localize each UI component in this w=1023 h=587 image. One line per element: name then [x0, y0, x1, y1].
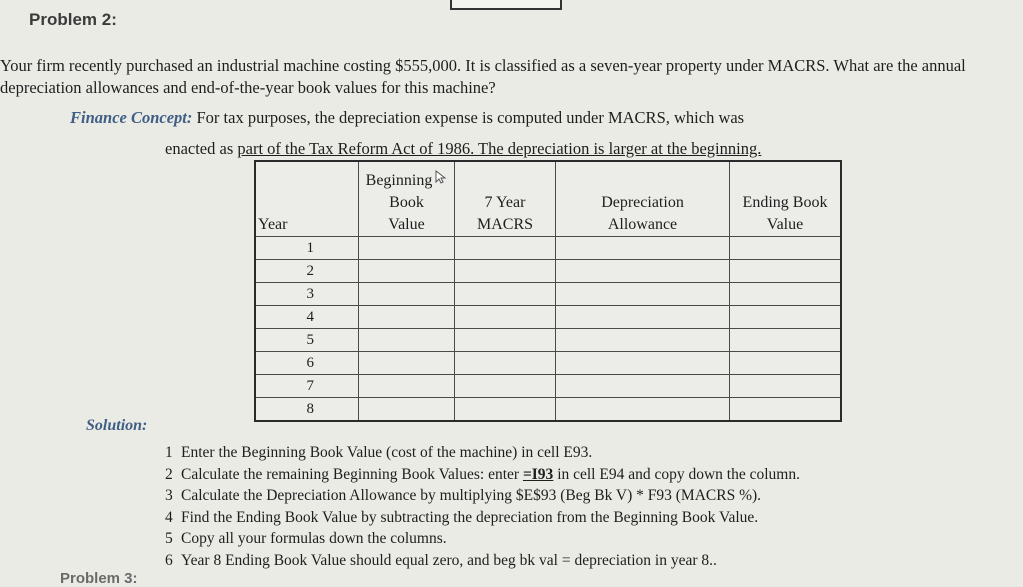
solution-label: Solution:: [86, 417, 148, 434]
year-cell[interactable]: 3: [255, 283, 359, 306]
table-row: [255, 375, 841, 398]
ending-value-cell[interactable]: [730, 306, 842, 329]
finance-concept-line2: [165, 138, 865, 160]
step-number: 3: [165, 487, 173, 504]
beginning-value-cell[interactable]: [359, 398, 455, 422]
depreciation-cell[interactable]: [556, 329, 730, 352]
step-number: 6: [165, 551, 173, 569]
table-header-row: [255, 161, 841, 237]
macrs-cell[interactable]: [455, 375, 556, 398]
depreciation-cell[interactable]: [556, 398, 730, 422]
top-input-box: [450, 0, 562, 10]
year-cell[interactable]: 1: [255, 237, 359, 260]
header-beginning-line2: Book: [389, 194, 424, 211]
macrs-cell[interactable]: [455, 352, 556, 375]
step-text: in cell E94 and copy down the column.: [553, 465, 800, 483]
depreciation-cell[interactable]: [556, 260, 730, 283]
beginning-value-cell[interactable]: [359, 306, 455, 329]
depreciation-table: [254, 160, 842, 422]
table-row: [255, 283, 841, 306]
year-cell[interactable]: 8: [255, 398, 359, 422]
ending-value-cell[interactable]: [730, 329, 842, 352]
year-cell[interactable]: 6: [255, 352, 359, 375]
step-text: Calculate the remaining Beginning Book Values: enter: [181, 465, 523, 483]
header-dep-line1: Depreciation: [601, 194, 684, 211]
list-item: [165, 464, 800, 486]
list-item: [165, 507, 800, 529]
problem-statement: Your firm recently purchased an industrial machine costing $555,000. It is classified as a seven-year property under MACRS. What are the annual depreciation allowances and end-of-the-year book values for this machine?: [0, 56, 966, 97]
solution-steps: [165, 442, 800, 571]
ending-value-cell[interactable]: [730, 237, 842, 260]
header-end-line2: Value: [766, 216, 804, 233]
header-year[interactable]: [255, 161, 359, 237]
year-cell[interactable]: 4: [255, 306, 359, 329]
ending-value-cell[interactable]: [730, 375, 842, 398]
beginning-value-cell[interactable]: [359, 237, 455, 260]
macrs-cell[interactable]: [455, 306, 556, 329]
depreciation-cell[interactable]: [556, 375, 730, 398]
table-row: [255, 352, 841, 375]
table-row: [255, 237, 841, 260]
list-item: [165, 442, 800, 464]
header-end-line1: Ending Book: [742, 194, 828, 211]
step-number: 1: [165, 444, 173, 461]
finance-concept: [70, 107, 870, 129]
step-number: 4: [165, 508, 173, 526]
step-text: Enter the Beginning Book Value (cost of the machine) in cell E93.: [181, 444, 593, 461]
header-macrs-line1: 7 Year: [484, 194, 526, 211]
header-beginning-line1: Beginning: [365, 172, 433, 189]
year-cell[interactable]: 5: [255, 329, 359, 352]
mouse-pointer-icon: [435, 170, 447, 184]
header-beginning-line3: Value: [388, 216, 425, 233]
step-formula: =I93: [522, 465, 554, 483]
header-depreciation-allowance[interactable]: [556, 161, 730, 237]
depreciation-cell[interactable]: [556, 237, 730, 260]
table-row: [255, 306, 841, 329]
finance-concept-label: Finance Concept:: [70, 108, 193, 127]
depreciation-cell[interactable]: [556, 306, 730, 329]
header-beginning-book-value[interactable]: [359, 161, 455, 237]
header-dep-line2: Allowance: [607, 216, 678, 233]
finance-concept-text: For tax purposes, the depreciation expense is computed under MACRS, which was: [196, 108, 745, 127]
problem-heading: Problem 2:: [29, 10, 117, 29]
table-row: [255, 398, 841, 422]
step-text: Copy all your formulas down the columns.: [181, 530, 447, 547]
macrs-cell[interactable]: [455, 329, 556, 352]
macrs-cell[interactable]: [455, 398, 556, 422]
table-row: [255, 329, 841, 352]
ending-value-cell[interactable]: [730, 283, 842, 306]
beginning-value-cell[interactable]: [359, 352, 455, 375]
list-item: [165, 550, 800, 572]
beginning-value-cell[interactable]: [359, 329, 455, 352]
finance-concept-underlined: part of the Tax Reform Act of 1986. The depreciation is larger at the beginning.: [237, 139, 762, 158]
next-problem-heading: Problem 3:: [60, 570, 138, 587]
table-row: [255, 260, 841, 283]
ending-value-cell[interactable]: [730, 398, 842, 422]
header-macrs-line2: MACRS: [476, 216, 534, 233]
header-ending-book-value[interactable]: [730, 161, 842, 237]
header-year-label: Year: [258, 216, 288, 233]
list-item: [165, 485, 800, 507]
ending-value-cell[interactable]: [730, 352, 842, 375]
year-cell[interactable]: 2: [255, 260, 359, 283]
beginning-value-cell[interactable]: [359, 260, 455, 283]
finance-concept-prefix: enacted as: [165, 139, 238, 158]
macrs-cell[interactable]: [455, 283, 556, 306]
depreciation-cell[interactable]: [556, 352, 730, 375]
step-number: 2: [165, 465, 173, 483]
header-7-year-macrs[interactable]: [455, 161, 556, 237]
step-text: Year 8 Ending Book Value should equal zero, and beg bk val = depreciation in year 8..: [181, 551, 717, 569]
depreciation-cell[interactable]: [556, 283, 730, 306]
step-text: Find the Ending Book Value by subtracting the depreciation from the Beginning Book Value.: [181, 508, 759, 526]
year-cell[interactable]: 7: [255, 375, 359, 398]
step-text: Calculate the Depreciation Allowance by multiplying $E$93 (Beg Bk V) * F93 (MACRS %).: [181, 487, 762, 504]
macrs-cell[interactable]: [455, 260, 556, 283]
step-number: 5: [165, 530, 173, 547]
beginning-value-cell[interactable]: [359, 375, 455, 398]
list-item: [165, 528, 800, 550]
beginning-value-cell[interactable]: [359, 283, 455, 306]
macrs-cell[interactable]: [455, 237, 556, 260]
ending-value-cell[interactable]: [730, 260, 842, 283]
